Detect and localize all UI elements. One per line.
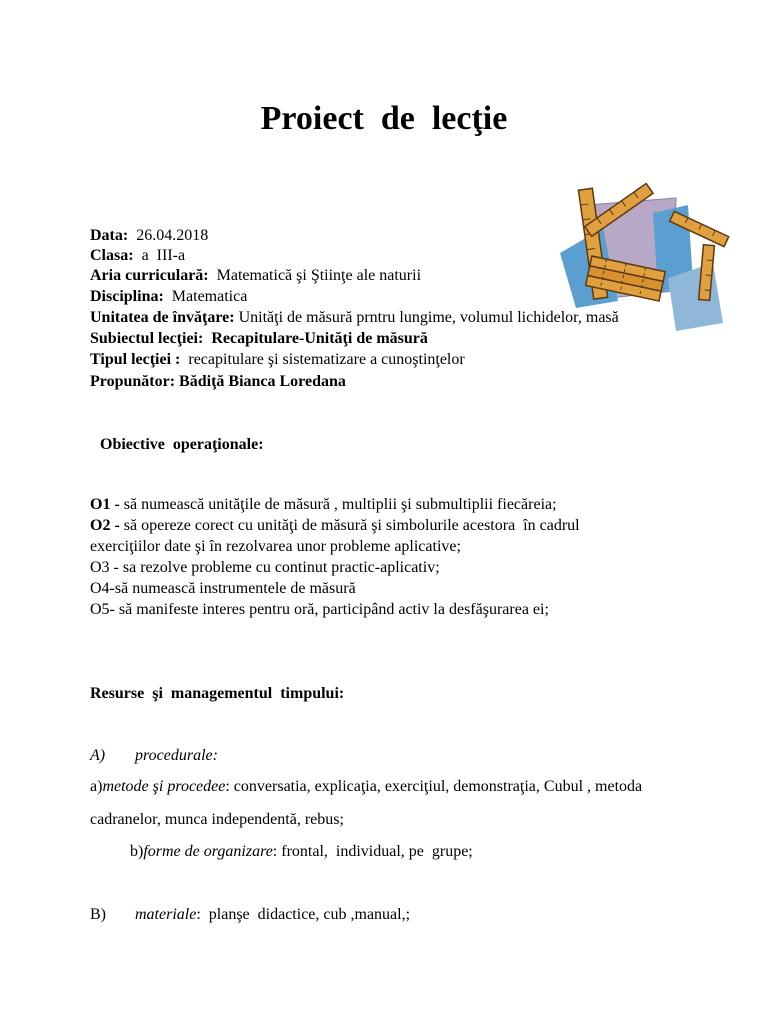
objective-o1-code: O1 - (90, 496, 120, 513)
objective-o5-code: O5- (90, 601, 115, 618)
objective-o2-text: să opereze corect cu unităţi de măsură şi simbolurile acestora în cadrul (123, 517, 580, 534)
resources-heading: Resurse şi managementul timpului: (90, 685, 345, 702)
discipline-value: Matematica (171, 288, 248, 305)
organization-label: forme de organizare (143, 843, 273, 860)
date-label: Data: (90, 227, 129, 244)
lesson-type-value: recapitulare şi sistematizare a cunoştinţelor (188, 351, 465, 368)
objective-o3 (90, 558, 440, 578)
methods-prefix: a) (90, 778, 103, 795)
materials-content (135, 905, 410, 925)
proposer-line (90, 372, 346, 392)
class-line (90, 246, 185, 266)
objective-o4 (90, 579, 356, 599)
methods-continuation: cadranelor, munca independentă, rebus; (90, 811, 344, 828)
objective-o4-text: să numească instrumentele de măsură (114, 580, 356, 597)
proposer-label: Propunător: (90, 373, 176, 390)
methods-text: : conversatia, explicaţia, exerciţiul, demonstraţia, Cubul , metoda (225, 778, 643, 795)
learning-unit-line (90, 308, 619, 328)
methods-line (90, 777, 642, 797)
curricular-area-label: Aria curriculară: (90, 267, 209, 284)
learning-unit-label: Unitatea de învăţare: (90, 309, 235, 326)
objective-o4-code: O4- (90, 580, 115, 597)
objectives-heading: Obiective operaţionale: (100, 436, 264, 453)
organization-forms-line (130, 842, 473, 862)
page-title: Proiect de lecţie (260, 100, 508, 137)
procedural-marker: A) (90, 747, 106, 764)
date-line (90, 226, 208, 246)
objective-o1 (90, 495, 557, 515)
methods-label: metode şi procedee (102, 778, 226, 795)
lesson-subject-value: Recapitulare-Unităţi de măsură (211, 330, 428, 347)
proposer-value: Bădiţă Bianca Loredana (179, 373, 346, 390)
organization-text: : frontal, individual, pe grupe; (272, 843, 473, 860)
materials-text: : planşe didactice, cub ,manual,; (196, 906, 411, 923)
lesson-type-line (90, 350, 465, 370)
procedural-item (90, 746, 218, 766)
procedural-label: procedurale: (135, 747, 218, 764)
lesson-type-label: Tipul lecţiei : (90, 351, 181, 368)
organization-prefix: b) (130, 843, 144, 860)
discipline-line (90, 287, 247, 307)
class-label: Clasa: (90, 247, 134, 264)
curricular-area-line (90, 266, 421, 286)
date-value: 26.04.2018 (136, 227, 209, 244)
objective-o2 (90, 516, 580, 536)
lesson-subject-line (90, 329, 428, 349)
materials-marker: B) (90, 906, 106, 923)
objective-o1-text: să numească unităţile de măsură , multiplii şi submultiplii fiecăreia; (123, 496, 557, 513)
learning-unit-value: Unităţi de măsură prntru lungime, volumul lichidelor, masă (238, 309, 619, 326)
objective-o3-code: O3 - (90, 559, 119, 576)
objective-o5-text: să manifeste interes pentru oră, participând activ la desfăşurarea ei; (118, 601, 549, 618)
objective-o5 (90, 600, 549, 620)
materials-item (90, 905, 411, 925)
lesson-subject-label: Subiectul lecţiei: (90, 330, 204, 347)
materials-label: materiale (135, 906, 197, 923)
curricular-area-value: Matematică şi Ştiinţe ale naturii (216, 267, 422, 284)
objective-o3-text: sa rezolve probleme cu continut practic-aplicativ; (122, 559, 440, 576)
objective-o2-code: O2 - (90, 517, 120, 534)
discipline-label: Disciplina: (90, 288, 164, 305)
objective-o2-continuation: exerciţiilor date şi în rezolvarea unor probleme aplicative; (90, 538, 461, 555)
class-value: a III-a (141, 247, 186, 264)
